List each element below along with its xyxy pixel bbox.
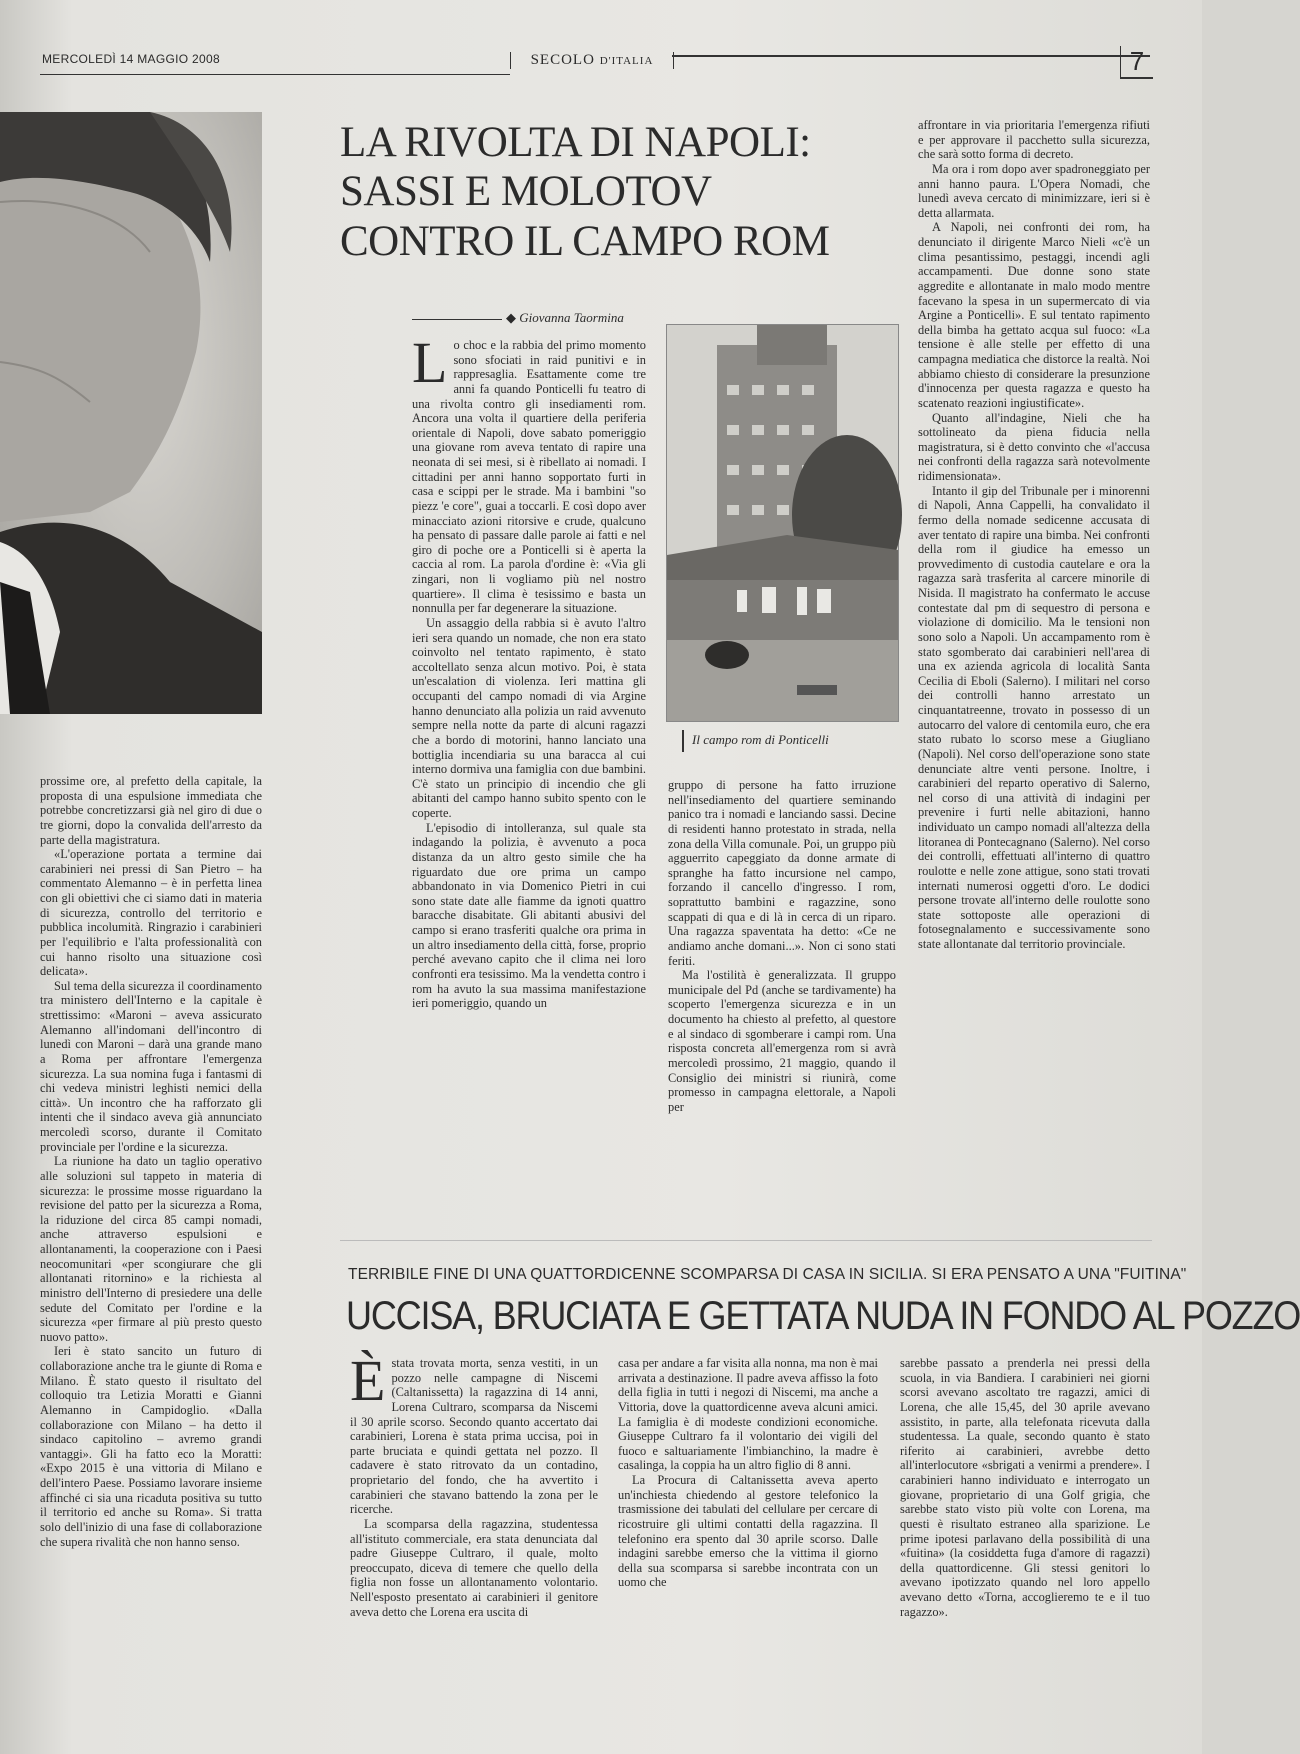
- paragraph: La Procura di Caltanissetta aveva aperto un'inchiesta chiedendo al gestore telefonico la trasmissione dei tabulati del cellulare per cercare di ricostruire gli ultimi contatti della ragazzina. Il telefonino era spento dal 30 aprile scorso. Dalle indagini sarebbe emerso che la vittima il giorno della sua scomparsa si sarebbe incontrata con un uomo che: [618, 1473, 878, 1590]
- article2-headline: UCCISA, BRUCIATA E GETTATA NUDA IN FONDO AL POZZO: [346, 1294, 1300, 1338]
- caption-bar: [682, 730, 684, 752]
- paragraph: Un assaggio della rabbia si è avuto l'altro ieri sera quando un nomade, che non era stato coinvolto nel tentato rapimento, è stato accoltellato senza alcun motivo. Poi, è stata un'escalation di violenza. Ieri mattina gli occupanti del campo nomadi di via Argine hanno denunciato alla polizia un raid avvenuto sempre nella notte da parte di alcuni ragazzi che a bordo di motorini, hanno lanciato una bottiglia incendiaria su una baracca al cui interno dormiva una famiglia con due bambini. C'è stato un principio di incendio che gli abitanti del campo hanno subito spento con le coperte.: [412, 615, 646, 820]
- byline: ◆ Giovanna Taormina: [412, 310, 652, 326]
- paragraph: Sul tema della sicurezza il coordinamento tra ministero dell'Interno e la capitale è strettissimo: «Maroni – aveva assicurato Alemanno all'indomani dell'incontro di lunedì con Maroni – darà una grande mano a Roma per affrontare l'emergenza sicurezza. La sua nomina fuga i fantasmi di chi vedeva ministri leghisti nemici della città». Un incontro che ha rafforzato gli intenti che il sindaco aveva già annunciato mercoledì scorso, durante il Comitato provinciale per l'ordine e la sicurezza.: [40, 978, 262, 1154]
- paragraph: gruppo di persone ha fatto irruzione nell'insediamento del quartiere seminando panico tra i nomadi e lanciando sassi. Decine di residenti hanno protestato in strada, nella zona della Villa comunale. Poi, un gruppo più agguerrito capeggiato da donne armate di spranghe ha fatto incursione nel campo, forzando il cancello d'ingresso. I rom, soprattutto bambini e ragazzine, sono scappati di qua e di là in cerca di un riparo. Una ragazza spaventata ha detto: «Ce ne andiamo anche domani...». Non ci sono stati feriti.: [668, 778, 896, 968]
- paragraph: Quanto all'indagine, Nieli che ha sottolineato da piena fiducia nella magistratura, si è detto convinto che «l'accusa nei confronti della ragazza sarà notevolmente ridimensionata».: [918, 410, 1150, 483]
- paragraph: prossime ore, al prefetto della capitale, la proposta di una espulsione immediata che potrebbe concretizzarsi già nel giro di due o tre giorni, dopo la convalida dell'arresto da parte della magistratura.: [40, 774, 262, 847]
- portrait-illustration: [0, 112, 262, 714]
- paragraph: Ieri è stato sancito un futuro di collaborazione anche tra le giunte di Roma e Milano. È stato questo il risultato del colloquio tra Letizia Moratti e Gianni Alemanno in Campidoglio. «Dalla collaborazione con Milano – ha detto il sindaco capitolino – avremo grandi vantaggi». Gli ha fatto eco la Moratti: «Expo 2015 è una vittoria di Milano e dell'intero Paese. Possiamo lavorare insieme affinché ci sia una ricaduta positiva su tutto il territorio ed anche su Roma». Si tratta solo dell'inizio di una fase di collaborazione che supera rivalità che non hanno senso.: [40, 1344, 262, 1549]
- article2-column-2: [618, 1356, 878, 1590]
- paragraph-text: o choc e la rabbia del primo momento sono sfociati in raid punitivi e in rappresaglia. Esattamente come tre anni fa quando Ponticelli fu teatro di una rivolta contro gli insediamenti rom. Ancora una volta il quartiere della periferia orientale di Napoli, dove sabato pomeriggio una giovane rom aveva tentato di rapire una neonata di sei mesi, si è ribellato ai nomadi. I cittadini per anni hanno sopportato furti in casa e scippi per le strade. Ma i bambini "so piezz 'e core", guai a toccarli. E così dopo aver minacciato azioni ritorsive e crude, qualcuno ha pensato di passare dalle parole ai fatti e nel giro di poche ore a Ponticelli si è aperta la caccia al rom. La parola d'ordine è: «Via gli zingari, non li vogliamo più nel nostro quartiere». Il clima è tesissimo e basta un nonnulla per far degenerare la situazione.: [412, 338, 646, 616]
- newspaper-name: [510, 52, 674, 69]
- page-header: [40, 46, 1150, 90]
- article1-column-2: [668, 778, 896, 1114]
- dropcap: È: [350, 1348, 386, 1413]
- camp-illustration: [667, 325, 898, 721]
- paragraph: Intanto il gip del Tribunale per i minorenni di Napoli, Anna Cappelli, ha convalidato il fermo della nomade sedicenne accusata di aver tentato di rapire una bimba. Nei confronti della rom il giudice ha emesso un provvedimento di custodia cautelare e ora la ragazza sarà trasferita al carcere minorile di Nisida. Il magistrato ha confermato le accuse contestate dal pm di sequestro di persona e violazione di domicilio. Ma le tensioni non sono solo a Napoli. Un accampamento rom è stato sgomberato dai carabinieri nell'area di una ex azienda agricola di località Santa Cecilia di Eboli (Salerno). I militari nel corso dei controlli hanno arrestato un cinquantatreenne, trovato in possesso di un autocarro del valore di centomila euro, che era stato rubato lo scorso mese a Giugliano (Napoli). Nel corso dell'operazione sono state denunciate altre venti persone. Inoltre, i carabinieri del reparto operativo di Salerno, nel corso di una attività di indagini per prevenire i furti nelle abitazioni, hanno individuato un campo nomadi all'altezza della litoranea di Pontecagnano (Salerno). Nel corso dei controlli, effettuati all'interno di quattro roulotte e nelle zone attigue, sono stati trovati internati numerosi oggetti d'oro. Le dodici persone trovate all'interno delle roulotte sono state sottoposte alle operazioni di fotosegnalamento e successivamente sono state allontanate dal territorio provinciale.: [918, 483, 1150, 951]
- article1-column-3: [918, 118, 1150, 952]
- paragraph: A Napoli, nei confronti dei rom, ha denunciato il dirigente Marco Nieli «c'è un clima pesantissimo, pestaggi, incendi agli accampamenti. Due donne sono state aggredite e allontanate in malo modo mentre facevano la spesa in un supermercato di via Argine a Ponticelli». E sul tentato rapimento della bimba ha gettato acqua sul fuoco: «La tensione è alle stelle per effetto di una campagna mediatica che distorce la realtà. Noi abbiamo chiesto di considerare la presunzione d'innocenza per questa ragazza e questo ha scatenato reazioni ingiustificate».: [918, 220, 1150, 410]
- left-continuation-column: [40, 774, 262, 1549]
- paragraph: casa per andare a far visita alla nonna, ma non è mai arrivata a destinazione. Il padre aveva affisso la foto della figlia in tutti i negozi di Niscemi, ma anche a Vittoria, dove la quattordicenne aveva alcuni amici. La famiglia è di modeste condizioni economiche. Giuseppe Cultraro fa il volontario dei vigili del fuoco e saltuariamente l'imbianchino, la madre è casalinga, la coppia ha un altro figlio di 8 anni.: [618, 1356, 878, 1473]
- paragraph-text: stata trovata morta, senza vestiti, in un pozzo nelle campagne di Niscemi (Caltanissetta) la ragazzina di 14 anni, Lorena Cultraro, scomparsa da Niscemi il 30 aprile scorso. Secondo quanto accertato dai carabinieri, Lorena è stata prima uccisa, poi in parte bruciata e quindi gettata nel pozzo. Il cadavere è stato ritrovato da un contadino, proprietario del fondo, che ha avvertito i carabinieri che stavano battendo la zona per le ricerche.: [350, 1356, 598, 1517]
- issue-date: MERCOLEDÌ 14 MAGGIO 2008: [42, 52, 220, 66]
- paragraph: Ma l'ostilità è generalizzata. Il gruppo municipale del Pd (anche se tardivamente) ha scoperto l'emergenza sicurezza e in un documento ha chiesto al prefetto, al questore e al sindaco di sgomberare i campi rom. Una risposta concreta all'emergenza rom si avrà mercoledì prossimo, 21 maggio, quando il Consiglio dei ministri si riunirà, come promesso in campagna elettorale, a Napoli per: [668, 968, 896, 1114]
- paragraph: La scomparsa della ragazzina, studentessa all'istituto commerciale, era stata denunciata dal padre Giuseppe Cultraro, il quale, molto preoccupato, diceva di temere che quello della figlia non fosse un allontanamento volontario. Nell'esposto presentato ai carabinieri il genitore aveva detto che Lorena era uscita di: [350, 1516, 598, 1619]
- article2-kicker: TERRIBILE FINE DI UNA QUATTORDICENNE SCOMPARSA DI CASA IN SICILIA. SI ERA PENSATO A UNA "FUITINA": [348, 1266, 1187, 1283]
- paragraph: «L'operazione portata a termine dai carabinieri nei pressi di San Pietro – ha commentato Alemanno – è in perfetta linea con gli obiettivi che ci siamo dati in materia di sicurezza, controllo del territorio e pubblica incolumità. Ringrazio i carabinieri per l'equilibrio e l'alta professionalità con cui hanno risolto una situazione così delicata».: [40, 847, 262, 979]
- camp-photo: [666, 324, 899, 722]
- byline-rule: [412, 319, 502, 320]
- caption-text: Il campo rom di Ponticelli: [692, 731, 829, 747]
- photo-caption: [692, 730, 926, 752]
- paragraph: affrontare in via prioritaria l'emergenza rifiuti e per approvare il pacchetto sulla sicurezza, che sarà sotto forma di decreto.: [918, 118, 1150, 162]
- header-rule-right: [672, 55, 1150, 57]
- byline-author: Giovanna Taormina: [519, 310, 624, 325]
- paragraph: Ma ora i rom dopo aver spadroneggiato per anni hanno paura. L'Opera Nomadi, che lunedì aveva cercato di minimizzare, ieri si è detta allarmata.: [918, 161, 1150, 220]
- article1-column-1: [412, 330, 646, 1011]
- section-divider: [340, 1240, 1152, 1241]
- article2-column-1: [350, 1348, 598, 1619]
- paragraph: [350, 1348, 598, 1517]
- newspaper-name-main: SECOLO: [530, 52, 595, 68]
- paragraph: La riunione ha dato un taglio operativo alle soluzioni sul tappeto in materia di sicurezza: le prossime mosse riguardano la revisione del patto per la sicurezza a Roma, la riduzione del circa 85 campi nomadi, anche attraverso espulsioni e allontanamenti, la cooperazione con i Paesi neocomunitari «per scongiurare che gli allontanati ritornino» e la richiesta al ministro dell'Interno di presiedere una delle sedute del Comitato per l'ordine e la sicurezza «per firmare al più presto questo nuovo patto».: [40, 1154, 262, 1344]
- article-title-line: LA RIVOLTA DI NAPOLI:: [340, 119, 811, 166]
- portrait-photo: [0, 112, 262, 714]
- dropcap: L: [412, 330, 448, 395]
- paragraph: [412, 330, 646, 616]
- article-title-line: CONTRO IL CAMPO ROM: [340, 217, 830, 265]
- article-title: [340, 118, 880, 266]
- paragraph: sarebbe passato a prenderla nei pressi della scuola, in via Bandiera. I carabinieri nei giorni scorsi avevano ascoltato tre ragazzi, amici di Lorena, che alle 15,45, del 30 aprile avevano assistito, in parte, alla telefonata ricevuta dalla studentessa. La quale, secondo quanto è stato riferito ai carabinieri, avrebbe detto all'interlocutore «sbrigati a venirmi a prendere». I carabinieri hanno individuato e interrogato un giovane, proprietario di una Golf grigia, che sarebbe stato visto più volte con Lorena, ma questi è risultato estraneo alla sparizione. Le prime ipotesi parlavano della possibilità di una «fuitina» (la cosiddetta fuga d'amore di ragazzi) della quattordicenne. Gli stessi genitori lo avevano ipotizzato quando nel loro appello avevano detto «Torna, accoglieremo te e il tuo ragazzo».: [900, 1356, 1150, 1619]
- header-rule-left: [40, 74, 510, 75]
- article2-column-3: [900, 1356, 1150, 1619]
- paragraph: L'episodio di intolleranza, sul quale sta indagando la polizia, è avvenuto a poca distanza da un altro gesto simile che ha riguardato due ore prima un campo abbandonato in via Domenico Pietri in cui sono state date alle fiamme da ignoti quattro baracche disabitate. Gli abitanti abusivi del campo si erano trasferiti qualche ora prima in un altro insediamento della città, forse, proprio perché avevano capito che il clima nei loro confronti era tesissimo. Ma la vendetta contro i rom ha avuto la sua massima manifestazione ieri pomeriggio, quando un: [412, 820, 646, 1011]
- article-title-line: SASSI E MOLOTOV: [340, 168, 712, 216]
- newspaper-name-small: D'ITALIA: [599, 55, 654, 67]
- page-number: 7: [1120, 46, 1153, 79]
